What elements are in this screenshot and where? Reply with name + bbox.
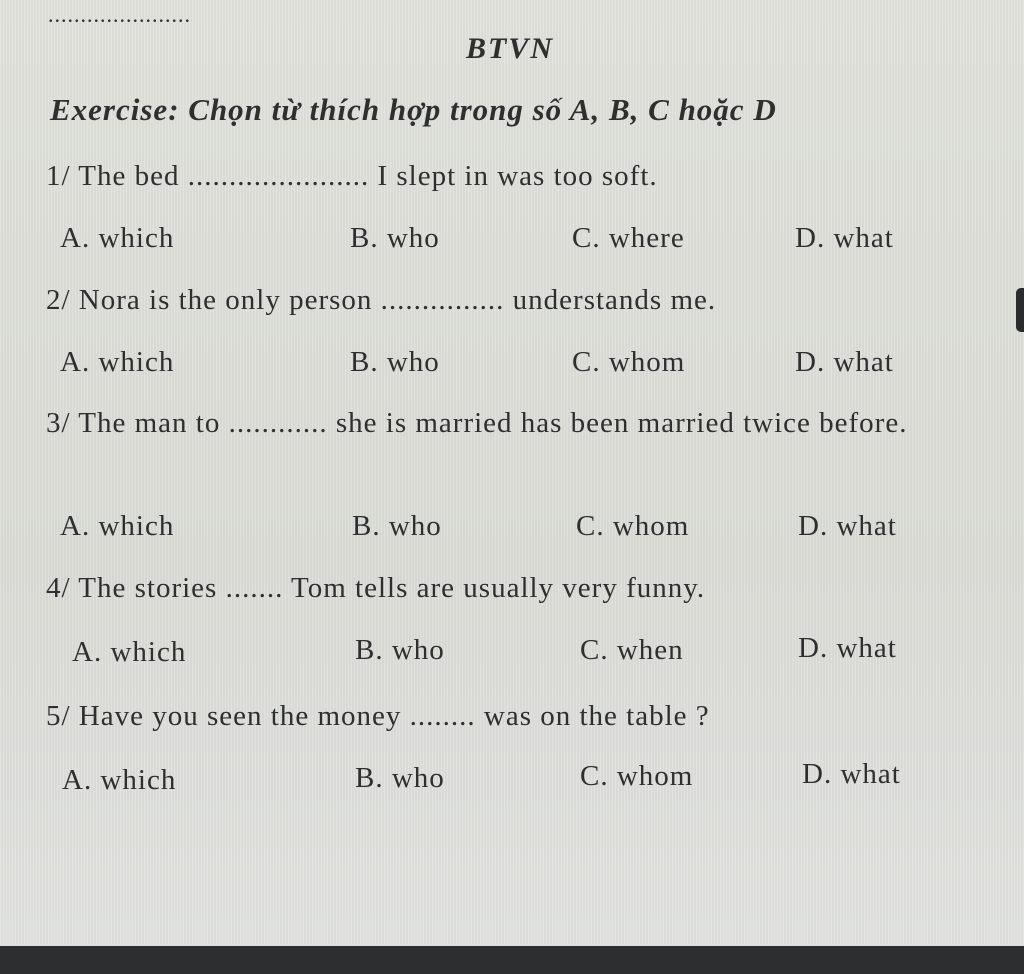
q4-option-c: C. when xyxy=(580,634,684,666)
q5-option-a: A. which xyxy=(62,764,177,796)
question-3: 3/ The man to ............ she is married has been married twice before. xyxy=(46,407,908,439)
q3-option-c: C. whom xyxy=(576,510,690,542)
q1-option-c: C. where xyxy=(572,222,685,254)
bottom-dark-bar xyxy=(0,946,1024,974)
q1-option-a: A. which xyxy=(60,222,175,254)
q3-option-d: D. what xyxy=(798,510,897,542)
q4-option-d: D. what xyxy=(798,632,897,664)
q1-option-d: D. what xyxy=(795,222,894,254)
q5-option-b: B. who xyxy=(355,762,445,794)
q5-option-c: C. whom xyxy=(580,760,694,792)
question-5: 5/ Have you seen the money ........ was on the table ? xyxy=(46,700,710,732)
exercise-instruction: Exercise: Chọn từ thích hợp trong số A, B, C hoặc D xyxy=(50,92,777,127)
q2-option-d: D. what xyxy=(795,346,894,378)
q2-option-a: A. which xyxy=(60,346,175,378)
right-edge-shadow xyxy=(1016,288,1024,332)
q3-option-b: B. who xyxy=(352,510,442,542)
q5-option-d: D. what xyxy=(802,758,901,790)
page-title: BTVN xyxy=(466,32,555,65)
q1-option-b: B. who xyxy=(350,222,440,254)
q3-option-a: A. which xyxy=(60,510,175,542)
q4-option-b: B. who xyxy=(355,634,445,666)
question-2: 2/ Nora is the only person ............... understands me. xyxy=(46,284,717,316)
q2-option-b: B. who xyxy=(350,346,440,378)
q2-option-c: C. whom xyxy=(572,346,686,378)
question-1: 1/ The bed ...................... I slept in was too soft. xyxy=(46,160,658,192)
question-4: 4/ The stories ....... Tom tells are usually very funny. xyxy=(46,572,706,604)
q4-option-a: A. which xyxy=(72,636,187,668)
top-dotted-line: ...................... xyxy=(48,2,191,27)
